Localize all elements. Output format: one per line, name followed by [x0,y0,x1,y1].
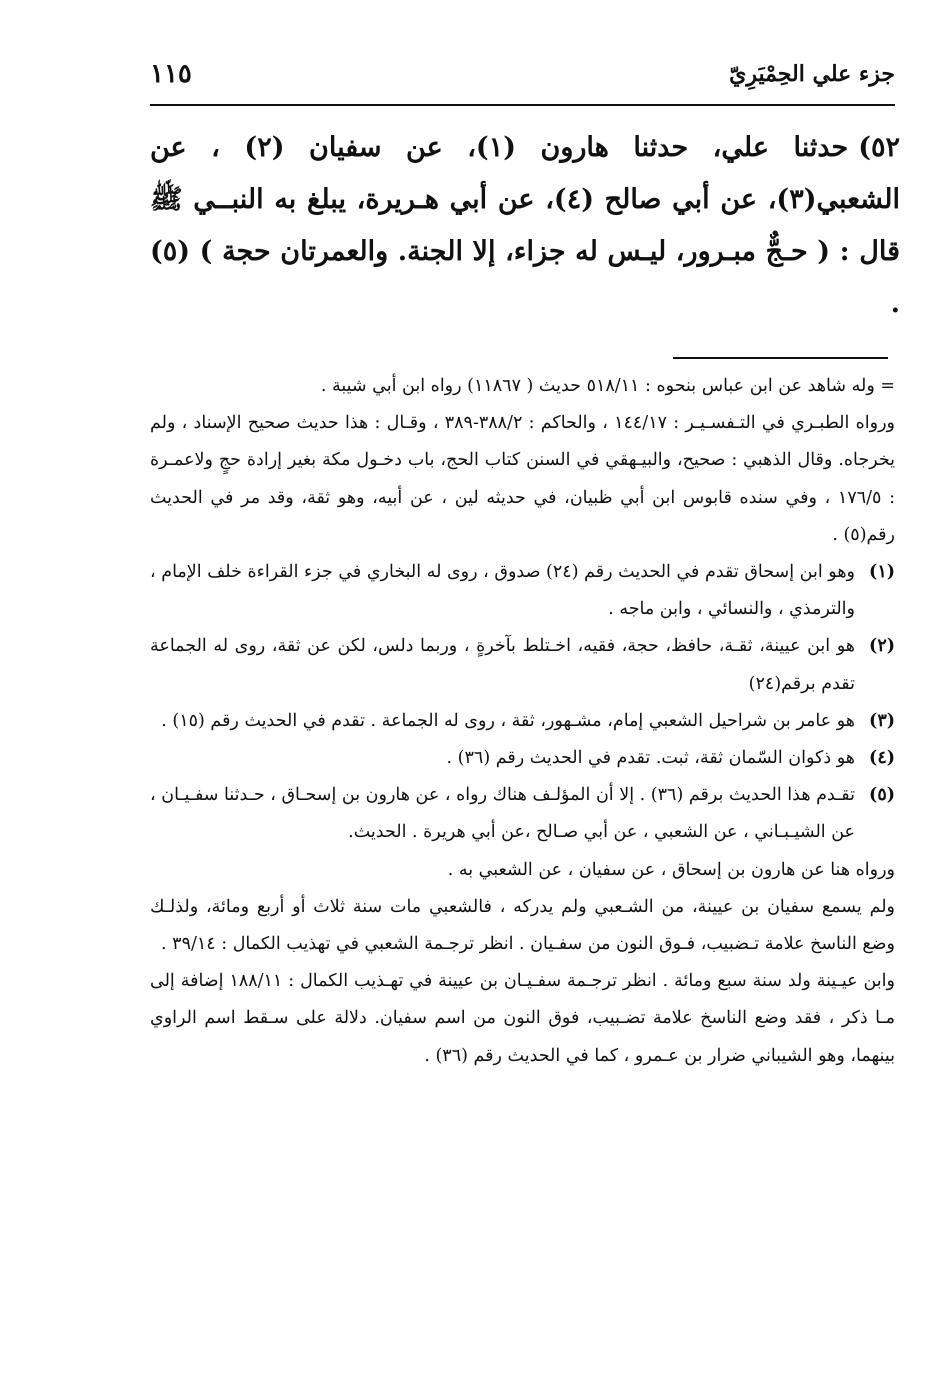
footnotes-section [150,368,895,1075]
footnote-divider [673,357,888,359]
hadith-block [150,122,900,330]
footnote-number: (٣) [869,710,895,731]
hadith-number: ٥٢) [858,132,901,163]
footnote-number: (١) [869,562,895,583]
footnote-number: (٥) [869,785,895,806]
footnote-5-paragraph: ورواه هنا عن هارون بن إسحاق ، عن سفيان ، عن الشعبي به . [447,859,895,880]
page-header [150,55,895,105]
footnote-text: تقـدم هذا الحديث برقم (٣٦) . إلا أن المؤلـف هناك رواه ، عن هارون بن إسحـاق ، حـدثنا سفـيـان ، عن الشيـبـاني ، عن الشعبي ، عن أبي صـالح ،عن أبي هريرة . الحديث. [150,785,856,843]
footnote-3 [150,703,895,740]
footnote-text: وهو ابن إسحاق تقدم في الحديث رقم (٢٤) صدوق ، روى له البخاري في جزء القراءة خلف الإمام ، والترمذي ، والنسائي ، وابن ماجه . [150,562,855,620]
header-divider [150,104,895,106]
footnote-number: (٢) [869,636,895,657]
footnote-text: هو ذكوان السّمان ثقة، ثبت. تقدم في الحديث رقم (٣٦) . [446,748,855,769]
continuation-paragraph: ورواه الطبـري في التـفسـيـر : ١٤٤/١٧ ، والحاكم : ٣٨٨/٢-٣٨٩ ، وقـال : هذا حديث صحيح الإسناد ، ولم يخرجاه. وقال الذهبي : صحيح، والبيـهقي في السنن كتاب الحج، باب دخـول مكة بغير إرادة حجٍ ولاعمـرة : ١٧٦/٥ ، وفي سنده قابوس ابن أبي ظبيان، في حديثه لين ، عن أبيه، وهو ثقة، وقد مر في الحديث رقم(٥) . [150,413,895,545]
footnote-4 [150,740,895,777]
hadith-text: حدثنا علي، حدثنا هارون (١)، عن سفيان (٢) ، عن الشعبي(٣)، عن أبي صالح (٤)، عن أبي هـريرة، يبلغ به النبــي ﷺ قال : ( حـجٌّ مبـرور، ليـس له جزاء، إلا الجنة. والعمرتان حجة ) (٥) . [150,132,901,319]
footnote-5-paragraph: وابن عيـينة ولد سنة سبع ومائة . انظر ترجـمة سفـيـان بن عيينة في تهـذيب الكمال : ١٨٨/١١ إضافة إلى مـا ذكر ، فقد وضع الناسخ علامة تضـبيب، فوق النون من اسم سفيان. دلالة على سـقط اسم الراوي بينهما، وهو الشيباني ضرار بن عـمرو ، كما في الحديث رقم (٣٦) . [150,971,895,1066]
footnote-5-paragraph: ولم يسمع سفيان بن عيينة، من الشـعبي ولم يدركه ، فالشعبي مات سنة ثلاث أو أربع ومائة، ولذلـك وضع الناسخ علامة تـضبيب، فـوق النون من سفـيان . انظر ترجـمة الشعبي في تهذيب الكمال : ٣٩/١٤ . [150,896,895,955]
footnote-1 [150,554,895,628]
footnote-number: (٤) [869,748,895,769]
footnote-text: هو عامر بن شراحيل الشعبي إمام، مشـهور، ثقة ، روى له الجماعة . تقدم في الحديث رقم (١٥) . [161,710,855,731]
continuation-line: = وله شاهد عن ابن عباس بنحوه : ٥١٨/١١ حديث ( ١١٨٦٧) رواه ابن أبي شيبة . [320,376,895,396]
footnote-2 [150,628,895,702]
page-number: ١١٥ [150,59,192,89]
footnote-text: هو ابن عيينة، ثقـة، حافظ، حجة، فقيه، اخـتلط بآخرةٍ ، وربما دلس، لكن عن ثقة، روى له الجماعة تقدم برقم(٢٤) [150,636,855,694]
book-title: جزء علي الحِمْيَرِيّ [729,61,895,87]
footnote-5 [150,777,895,851]
